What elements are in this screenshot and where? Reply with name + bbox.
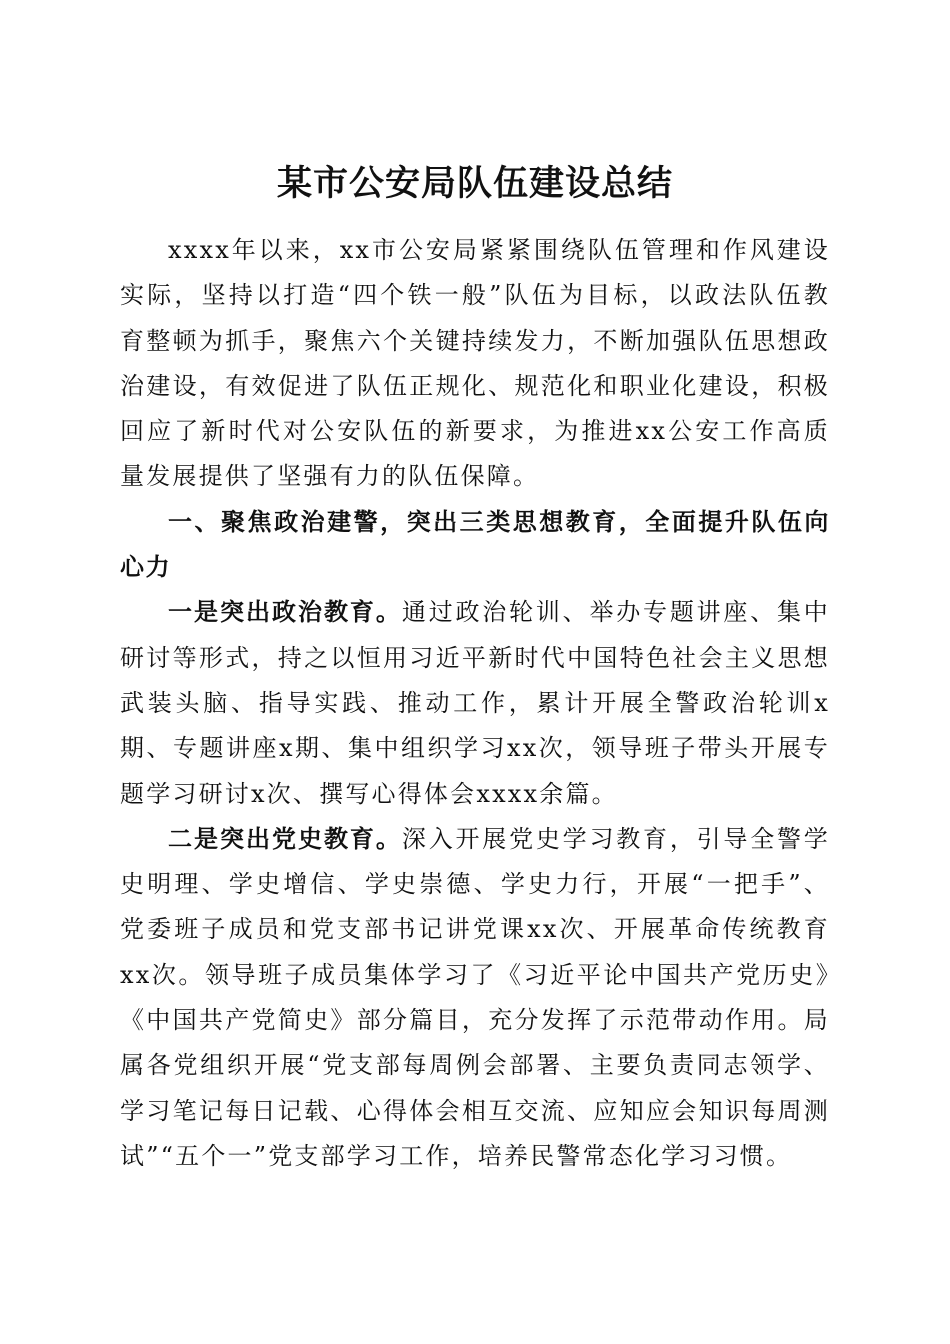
paragraph-text-politics: 通过政治轮训、举办专题讲座、集中研讨等形式，持之以恒用习近平新时代中国特色社会主义思想武装头脑、指导实践、推动工作，累计开展全警政治轮训x期、专题讲座x期、集中组织学习xx次，领导班子带头开展专题学习研讨x次、撰写心得体会xxxx余篇。 (120, 598, 830, 808)
section-paragraph-politics (120, 590, 830, 816)
intro-paragraph: xxxx年以来，xx市公安局紧紧围绕队伍管理和作风建设实际，坚持以打造“四个铁一般”队伍为目标，以政法队伍教育整顿为抓手，聚焦六个关键持续发力，不断加强队伍思想政治建设，有效促进了队伍正规化、规范化和职业化建设，积极回应了新时代对公安队伍的新要求，为推进xx公安工作高质量发展提供了坚强有力的队伍保障。 (120, 236, 830, 491)
section-heading: 一、聚焦政治建警，突出三类思想教育，全面提升队伍向心力 (120, 507, 830, 582)
section-paragraph-party-history (120, 817, 830, 1179)
paragraph-lead-party-history: 二是突出党史教育。 (168, 824, 402, 853)
document-body (120, 228, 830, 1179)
document-title: 某市公安局队伍建设总结 (276, 163, 673, 205)
paragraph-lead-politics: 一是突出政治教育。 (168, 598, 402, 627)
paragraph-text-party-history: 深入开展党史学习教育，引导全警学史明理、学史增信、学史崇德、学史力行，开展“一把手”、党委班子成员和党支部书记讲党课xx次、开展革命传统教育xx次。领导班子成员集体学习了《习近平论中国共产党历史》《中国共产党简史》部分篇目，充分发挥了示范带动作用。局属各党组织开展“党支部每周例会部署、主要负责同志领学、学习笔记每日记载、心得体会相互交流、应知应会知识每周测试”“五个一”党支部学习工作，培养民警常态化学习习惯。 (120, 824, 830, 1170)
